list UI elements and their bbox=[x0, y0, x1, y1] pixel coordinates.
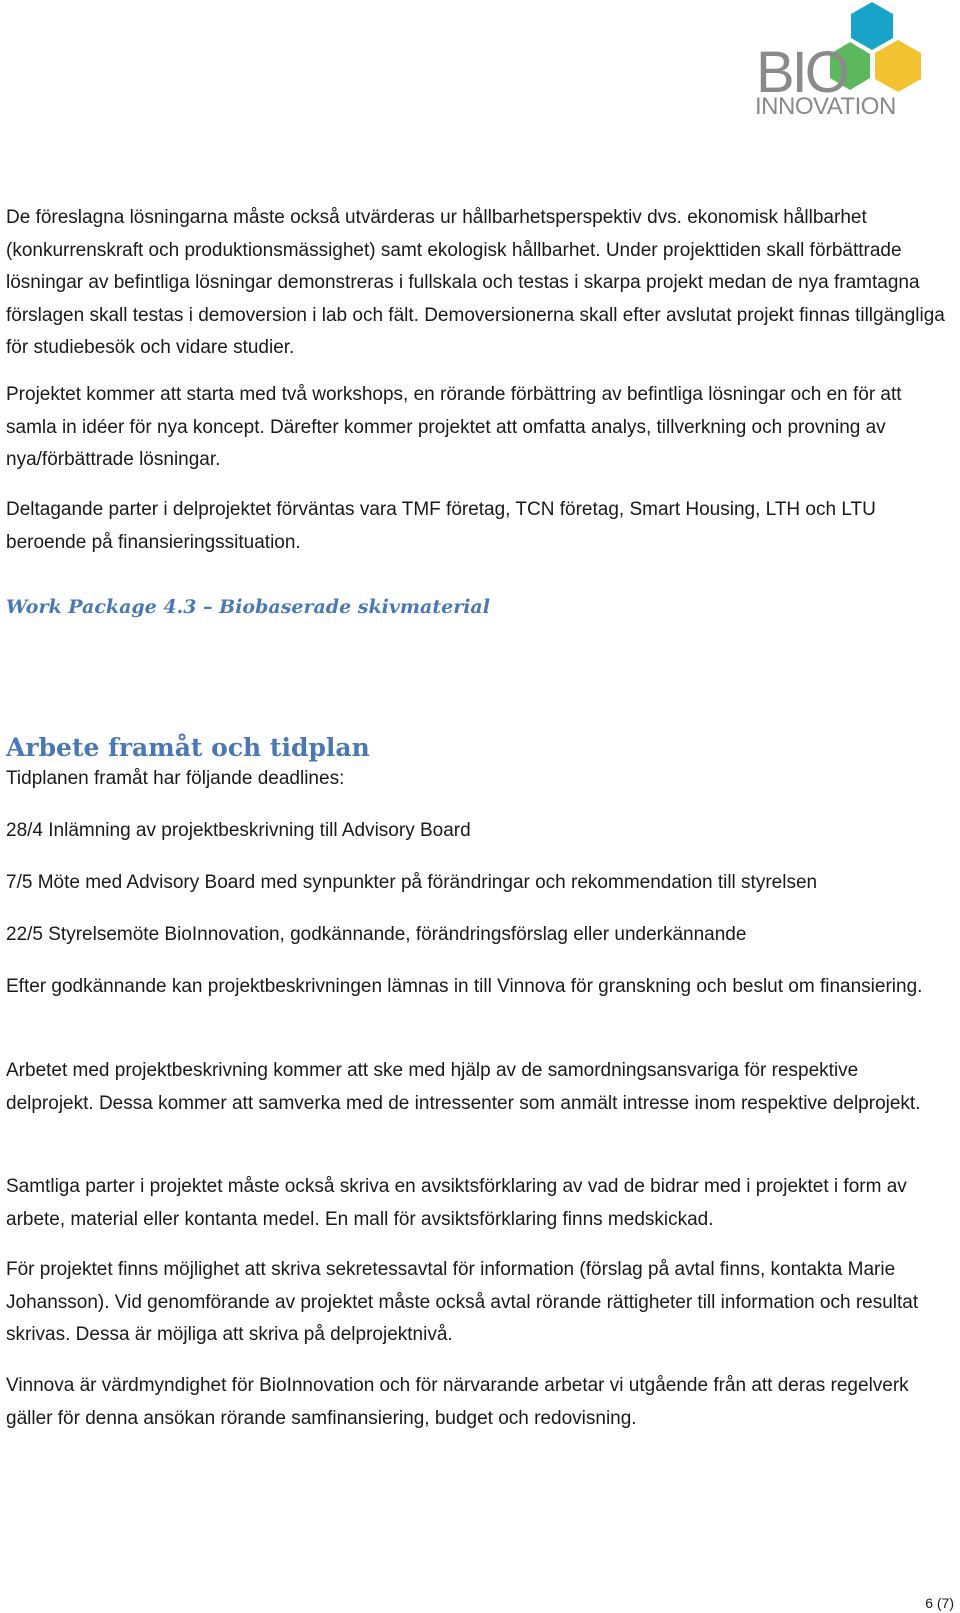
logo-text-bio: BIO bbox=[756, 40, 847, 105]
logo-hex-cyan bbox=[851, 2, 893, 50]
logo-text-innovation: INNOVATION bbox=[755, 93, 896, 120]
paragraph-participants: Deltagande parter i delprojektet förväntas vara TMF företag, TCN företag, Smart Housing, LTH och LTU beroende på finansieringssituation. bbox=[6, 499, 876, 553]
paragraph-after-approval: Efter godkännande kan projektbeskrivningen lämnas in till Vinnova för granskning och beslut om finansiering. bbox=[6, 976, 923, 997]
paragraph-sustainability: De föreslagna lösningarna måste också utvärderas ur hållbarhetsperspektiv dvs. ekonomisk hållbarhet (konkurrenskraft och produktionsmässighet) samt ekologisk hållbarhet. Under projekttiden skall förbättrade lösningar av befintliga lösningar demonstreras i fullskala och testas i skarpa projekt medan de nya framtagna förslagen skall testas i demoversion i lab och fält. Demoversionerna skall efter avslutat projekt finnas tillgängliga för studiebesök och vidare studier. bbox=[6, 207, 945, 358]
schedule-intro: Tidplanen framåt har följande deadlines: bbox=[6, 768, 345, 789]
bioinnovation-logo bbox=[755, 2, 960, 124]
deadline-item: 28/4 Inlämning av projektbeskrivning till Advisory Board bbox=[6, 820, 471, 841]
paragraph-vinnova: Vinnova är värdmyndighet för BioInnovation och för närvarande arbetar vi utgående från att deras regelverk gäller för denna ansökan rörande samfinansiering, budget och redovisning. bbox=[6, 1375, 909, 1429]
section-heading: Arbete framåt och tidplan bbox=[6, 733, 370, 762]
deadline-item: 22/5 Styrelsemöte BioInnovation, godkännande, förändringsförslag eller underkännande bbox=[6, 924, 747, 945]
work-package-heading: Work Package 4.3 – Biobaserade skivmaterial bbox=[6, 596, 490, 618]
paragraph-workshops: Projektet kommer att starta med två workshops, en rörande förbättring av befintliga lösningar och en för att samla in idéer för nya koncept. Därefter kommer projektet att omfatta analys, tillverkning och provning av nya/förbättrade lösningar. bbox=[6, 384, 902, 470]
page-number: 6 (7) bbox=[925, 1595, 954, 1611]
logo-hex-yellow bbox=[875, 40, 921, 92]
paragraph-confidentiality: För projektet finns möjlighet att skriva sekretessavtal för information (förslag på avtal finns, kontakta Marie Johansson). Vid genomförande av projektet måste också avtal rörande rättigheter till information och resultat skrivas. Dessa är möjliga att skriva på delprojektnivå. bbox=[6, 1259, 919, 1345]
paragraph-letter-of-intent: Samtliga parter i projektet måste också skriva en avsiktsförklaring av vad de bidrar med i projektet i form av arbete, material eller kontanta medel. En mall för avsiktsförklaring finns medskickad. bbox=[6, 1176, 907, 1230]
paragraph-coordination: Arbetet med projektbeskrivning kommer att ske med hjälp av de samordningsansvariga för respektive delprojekt. Dessa kommer att samverka med de intressenter som anmält intresse inom respektive delprojekt. bbox=[6, 1060, 921, 1114]
deadline-item: 7/5 Möte med Advisory Board med synpunkter på förändringar och rekommendation till styrelsen bbox=[6, 872, 818, 893]
